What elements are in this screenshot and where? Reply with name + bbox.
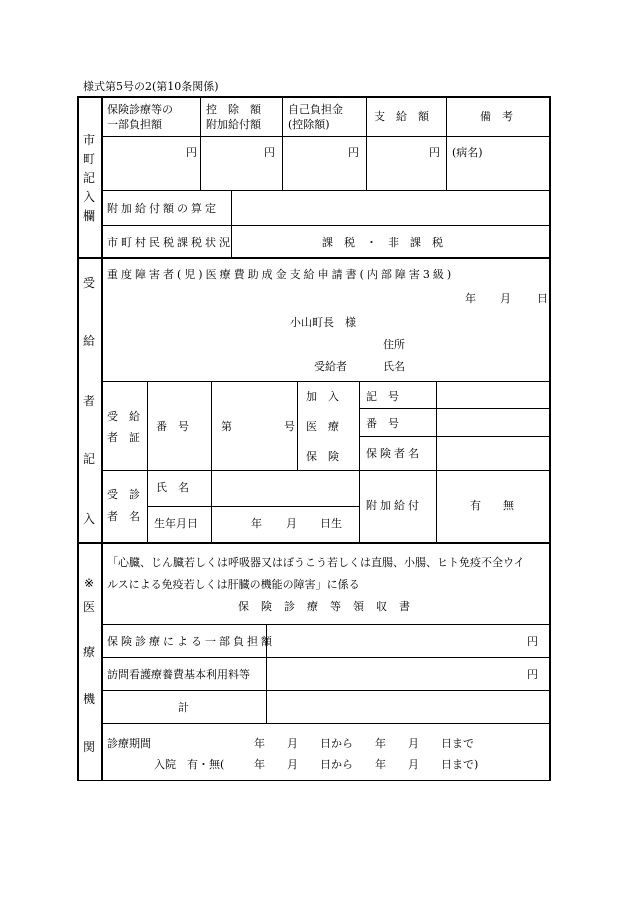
frame-top: [77, 96, 551, 98]
insurance-symbol-label: 記 号: [366, 390, 399, 403]
insurance-number-label: 番 号: [366, 417, 399, 430]
birth-year: 年: [251, 517, 262, 530]
applicant-name-label: 氏名: [383, 360, 405, 373]
birthdate-label: 生年月日: [154, 517, 198, 530]
header-supplement: 附加給付額: [206, 118, 261, 131]
row-copay-yen: 円: [527, 635, 538, 648]
insurance-label-3: 保 険: [306, 450, 339, 463]
birth-month: 月: [286, 517, 297, 530]
yen-col1: 円: [186, 146, 197, 159]
frame-left: [77, 96, 79, 781]
label-column-divider: [101, 96, 103, 781]
application-title: 重度障害者(児)医療費助成金支給申請書(内部障害3級): [107, 268, 455, 281]
yen-col3: 円: [348, 146, 359, 159]
insurer-name-label: 保険者名: [366, 447, 422, 460]
date-month: 月: [500, 292, 511, 305]
cert-dai: 第: [221, 420, 232, 433]
tax-status-value: 課 税 ・ 非 課 税: [322, 236, 443, 249]
receipt-intro-line2: ルスによる免疫若しくは肝臓の機能の障害」に係る: [107, 578, 360, 591]
row-nursing-yen: 円: [527, 668, 538, 681]
supplement-label: 附加給付: [366, 499, 422, 512]
header-copay-2: 一部負担額: [107, 118, 162, 131]
patient-name-label: 氏 名: [156, 481, 189, 494]
address-label: 住所: [383, 338, 405, 351]
header-payment: 支 給 額: [374, 110, 429, 123]
yen-col2: 円: [264, 146, 275, 159]
addressee: 小山町長 様: [290, 316, 356, 329]
certificate-label: 受 給: [107, 410, 140, 423]
frame-bottom: [77, 780, 551, 781]
cert-number-label: 番 号: [156, 420, 189, 433]
birth-day: 日生: [320, 517, 342, 530]
receipt-title: 保険診療等領収書: [238, 600, 422, 613]
header-self-pay-2: (控除額): [288, 118, 330, 131]
inpatient-text: 年 月 日から 年 月 日まで): [254, 758, 479, 771]
header-copay: 保険診療等の: [107, 103, 173, 116]
recipient-label: 受給者: [314, 360, 347, 373]
cert-go: 号: [284, 420, 295, 433]
form-page: 様式第5号の2(第10条関係) 市 町 記 入 欄 保険診療等の 一部負担額 控 除 額 附加給付額 自己負担金 (控除額) 支 給 額 備 考 円 円 円 円 (病名) 附加給付額の算定 市町村民税課税状況 課 税 ・ 非 課 税 受 給 者 記 入 重度障害者(児)医療費助成金支給申請書(内部障害3級) 年 月 日 小山町長 様 住所 受給者 氏名 受 給 者 証 番 号 第 号 加 入 医 療 保 険 記 号 番 号 保険者名 受 診 者 名 氏 名 生年月日 年 月 日生 附加給付 有 無 ※ 医 療 機 関 「心臓、じん臓若しくは呼吸器又はぼうこう若しくは直腸、小腸、ヒト免疫不全ウイ ルスによる免疫若しくは肝臓の機能の障害」に係る 保険診療等領収書 保険診療による一部負担額 円 訪問看護療養費基本利用料等 円 計 診療期間 年 月 日から 年 月 日まで 入院 有・無( 年 月 日から 年 月 日まで): [0, 0, 630, 903]
tax-status-label: 市町村民税課税状況: [107, 236, 233, 249]
disease-label: (病名): [452, 146, 483, 159]
row-total-label: 計: [178, 701, 189, 714]
form-id: 様式第5号の2(第10条関係): [83, 80, 219, 93]
inpatient-label: 入院 有・無(: [154, 758, 225, 771]
yen-col4: 円: [429, 146, 440, 159]
certificate-label-2: 者 証: [107, 431, 140, 444]
section-divider-2: [77, 542, 551, 544]
header-deduction: 控 除 額: [206, 103, 261, 116]
period-text: 年 月 日から 年 月 日まで: [254, 737, 474, 750]
row-nursing-label: 訪問看護療養費基本利用料等: [107, 668, 250, 681]
date-day: 日: [537, 292, 548, 305]
patient-label: 受 診: [107, 488, 140, 501]
insurance-label-2: 医 療: [306, 420, 339, 433]
date-year: 年: [465, 292, 476, 305]
period-label: 診療期間: [107, 737, 151, 750]
supplement-value: 有 無: [470, 499, 514, 512]
frame-right: [549, 96, 551, 781]
insurance-label-1: 加 入: [306, 390, 339, 403]
receipt-intro-line1: 「心臓、じん臓若しくは呼吸器又はぼうこう若しくは直腸、小腸、ヒト免疫不全ウイ: [107, 556, 525, 569]
header-remarks: 備 考: [480, 110, 513, 123]
patient-label-2: 者 名: [107, 510, 140, 523]
section-divider-1: [77, 257, 551, 259]
supplement-calc-label: 附加給付額の算定: [107, 202, 219, 215]
row-copay-label: 保険診療による一部負担額: [107, 635, 275, 648]
header-self-pay: 自己負担金: [288, 103, 343, 116]
